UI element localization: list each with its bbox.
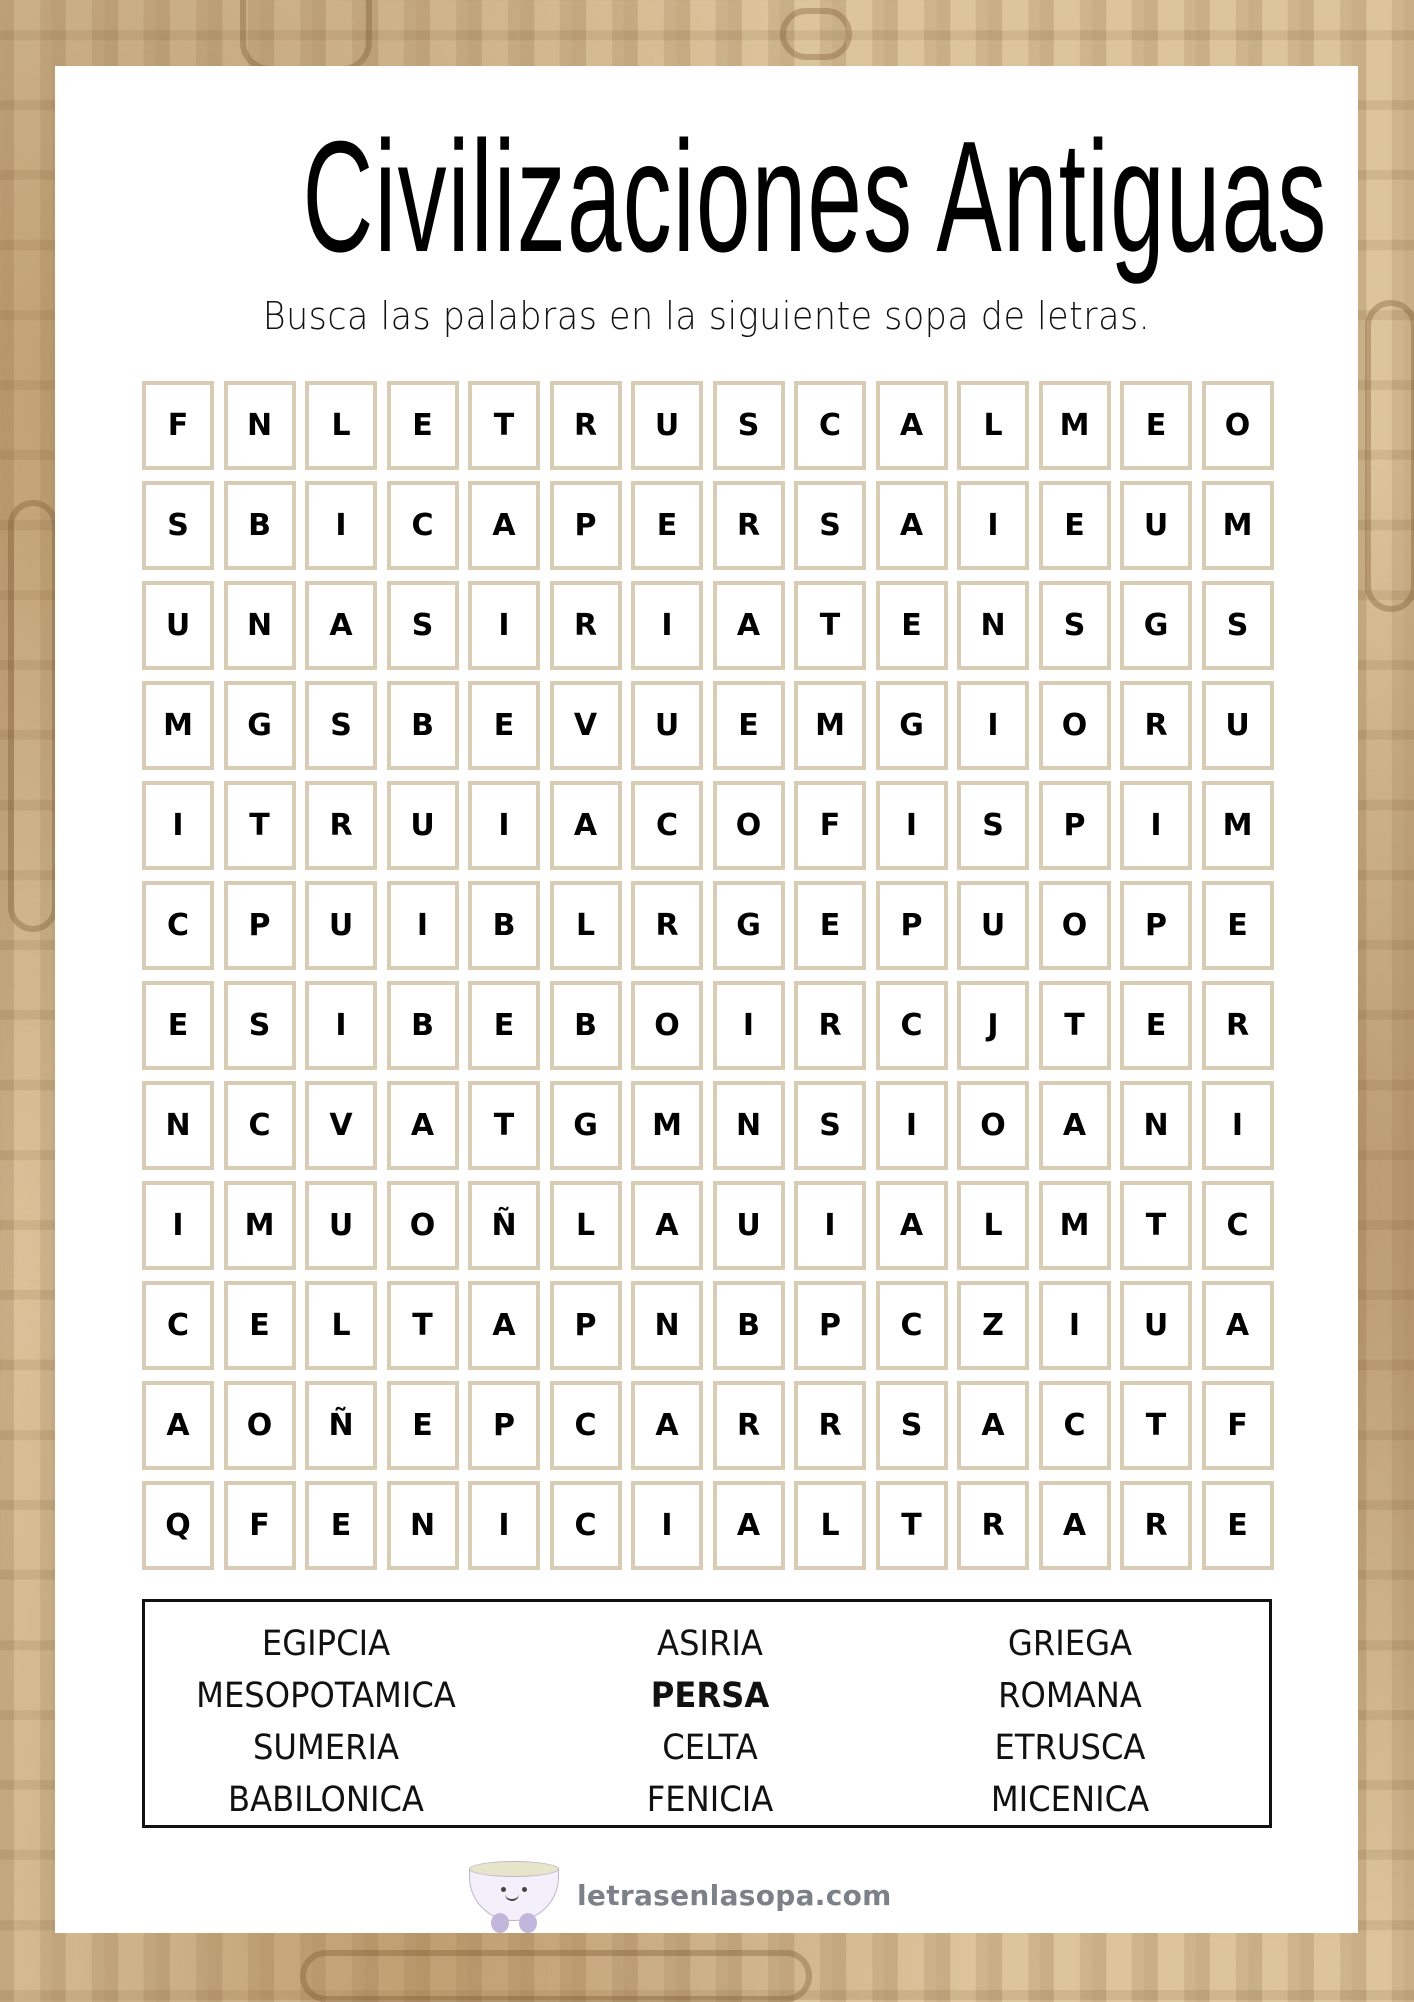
grid-cell[interactable]: C (794, 381, 866, 470)
grid-cell[interactable]: T (794, 581, 866, 670)
grid-cell[interactable]: A (876, 1181, 948, 1270)
grid-cell[interactable]: A (957, 1381, 1029, 1470)
grid-cell[interactable]: I (305, 981, 377, 1070)
grid-cell[interactable]: U (387, 781, 459, 870)
grid-cell[interactable]: R (1120, 1481, 1192, 1570)
grid-cell[interactable]: F (1202, 1381, 1274, 1470)
grid-cell[interactable]: R (1120, 681, 1192, 770)
grid-cell[interactable]: N (224, 381, 296, 470)
grid-cell[interactable]: P (468, 1381, 540, 1470)
grid-cell[interactable]: V (305, 1081, 377, 1170)
grid-cell[interactable]: E (468, 981, 540, 1070)
grid-cell[interactable]: O (224, 1381, 296, 1470)
grid-cell[interactable]: S (305, 681, 377, 770)
grid-cell[interactable]: R (713, 481, 785, 570)
grid-cell[interactable]: V (550, 681, 622, 770)
grid-cell[interactable]: I (142, 1181, 214, 1270)
grid-cell[interactable]: C (876, 1281, 948, 1370)
grid-cell[interactable]: P (1120, 881, 1192, 970)
grid-cell[interactable]: U (1202, 681, 1274, 770)
grid-cell[interactable]: G (550, 1081, 622, 1170)
grid-cell[interactable]: A (876, 381, 948, 470)
word-list-column (535, 1618, 885, 1826)
grid-cell[interactable]: E (387, 381, 459, 470)
grid-cell[interactable]: C (224, 1081, 296, 1170)
grid-cell[interactable]: S (387, 581, 459, 670)
grid-cell[interactable]: I (468, 1481, 540, 1570)
word-item: GRIEGA (1007, 1624, 1133, 1664)
grid-cell[interactable]: O (387, 1181, 459, 1270)
grid-cell[interactable]: P (876, 881, 948, 970)
grid-cell[interactable]: E (387, 1381, 459, 1470)
grid-cell[interactable]: G (224, 681, 296, 770)
grid-cell[interactable]: I (142, 781, 214, 870)
instructions-text: Busca las palabras en la siguiente sopa de letras. (262, 294, 1151, 338)
grid-cell[interactable]: G (713, 881, 785, 970)
word-item: ROMANA (998, 1676, 1142, 1716)
grid-cell[interactable]: B (387, 681, 459, 770)
word-list-column (885, 1618, 1255, 1826)
grid-cell[interactable]: I (631, 581, 703, 670)
grid-cell[interactable]: M (1039, 381, 1111, 470)
smiling-soup-bowl-icon (465, 1857, 561, 1933)
background-hieroglyph-decoration (240, 0, 372, 72)
grid-cell[interactable]: R (794, 1381, 866, 1470)
grid-cell[interactable]: E (1202, 881, 1274, 970)
grid-cell[interactable]: E (305, 1481, 377, 1570)
grid-cell[interactable]: I (957, 481, 1029, 570)
word-item: MESOPOTAMICA (196, 1676, 456, 1716)
grid-cell[interactable]: E (468, 681, 540, 770)
word-list-box (142, 1599, 1272, 1828)
grid-cell[interactable]: U (713, 1181, 785, 1270)
grid-cell[interactable]: O (957, 1081, 1029, 1170)
grid-cell[interactable]: A (305, 581, 377, 670)
grid-cell[interactable]: B (468, 881, 540, 970)
grid-cell[interactable]: O (1202, 381, 1274, 470)
grid-cell[interactable]: U (631, 681, 703, 770)
site-url-link[interactable]: letrasenlasopa.com (577, 1878, 892, 1912)
grid-cell[interactable]: S (142, 481, 214, 570)
grid-cell[interactable]: A (550, 781, 622, 870)
grid-cell[interactable]: S (876, 1381, 948, 1470)
grid-cell[interactable]: C (1039, 1381, 1111, 1470)
word-item: FENICIA (646, 1780, 774, 1820)
grid-cell[interactable]: C (876, 981, 948, 1070)
grid-cell[interactable]: Q (142, 1481, 214, 1570)
grid-cell[interactable]: N (713, 1081, 785, 1170)
grid-cell[interactable]: A (142, 1381, 214, 1470)
word-item: ETRUSCA (994, 1728, 1146, 1768)
background-hieroglyph-decoration (8, 500, 58, 932)
worksheet-panel (55, 66, 1358, 1933)
word-list-column (137, 1618, 515, 1826)
grid-cell[interactable]: F (142, 381, 214, 470)
word-item-highlighted: PERSA (650, 1676, 770, 1716)
grid-cell[interactable]: R (550, 581, 622, 670)
grid-cell[interactable]: T (387, 1281, 459, 1370)
background-hieroglyph-decoration (780, 8, 852, 60)
grid-cell[interactable]: N (224, 581, 296, 670)
grid-cell[interactable]: Ñ (305, 1381, 377, 1470)
grid-cell[interactable]: B (713, 1281, 785, 1370)
grid-cell[interactable]: A (387, 1081, 459, 1170)
grid-cell[interactable]: C (142, 881, 214, 970)
grid-cell[interactable]: C (631, 781, 703, 870)
grid-cell[interactable]: M (1039, 1181, 1111, 1270)
grid-cell[interactable]: B (387, 981, 459, 1070)
grid-cell[interactable]: I (387, 881, 459, 970)
grid-cell[interactable]: C (142, 1281, 214, 1370)
grid-cell[interactable]: U (1120, 481, 1192, 570)
grid-cell[interactable]: T (468, 1081, 540, 1170)
site-footer (465, 1855, 892, 1935)
grid-cell[interactable]: M (1202, 481, 1274, 570)
grid-cell[interactable]: T (1120, 1181, 1192, 1270)
grid-cell[interactable]: R (631, 881, 703, 970)
grid-cell[interactable]: L (305, 381, 377, 470)
grid-cell[interactable]: S (713, 381, 785, 470)
grid-cell[interactable]: L (550, 1181, 622, 1270)
grid-cell[interactable]: E (876, 581, 948, 670)
grid-cell[interactable]: A (1202, 1281, 1274, 1370)
grid-cell[interactable]: I (1120, 781, 1192, 870)
word-item: CELTA (662, 1728, 758, 1768)
background-hieroglyph-decoration (300, 1950, 812, 2002)
grid-cell[interactable]: A (1039, 1481, 1111, 1570)
grid-cell[interactable]: E (142, 981, 214, 1070)
grid-cell[interactable]: B (224, 481, 296, 570)
grid-cell[interactable]: M (224, 1181, 296, 1270)
word-item: SUMERIA (252, 1728, 400, 1768)
grid-cell[interactable]: G (876, 681, 948, 770)
grid-cell[interactable]: F (224, 1481, 296, 1570)
grid-cell[interactable]: A (1039, 1081, 1111, 1170)
grid-cell[interactable]: C (550, 1381, 622, 1470)
letter-grid (142, 381, 1274, 1570)
grid-cell[interactable]: U (142, 581, 214, 670)
page-title: Civilizaciones Antiguas (302, 109, 1328, 285)
grid-cell[interactable]: P (550, 1281, 622, 1370)
grid-cell[interactable]: E (224, 1281, 296, 1370)
grid-cell[interactable]: U (1120, 1281, 1192, 1370)
grid-cell[interactable]: I (1202, 1081, 1274, 1170)
grid-cell[interactable]: I (305, 481, 377, 570)
grid-cell[interactable]: E (1120, 381, 1192, 470)
grid-cell[interactable]: L (550, 881, 622, 970)
grid-cell[interactable]: I (468, 581, 540, 670)
grid-cell[interactable]: I (794, 1181, 866, 1270)
grid-cell[interactable]: L (957, 381, 1029, 470)
grid-cell[interactable]: C (550, 1481, 622, 1570)
grid-cell[interactable]: A (713, 581, 785, 670)
grid-cell[interactable]: Ñ (468, 1181, 540, 1270)
grid-cell[interactable]: T (468, 381, 540, 470)
grid-cell[interactable]: F (794, 781, 866, 870)
grid-cell[interactable]: U (631, 381, 703, 470)
grid-cell[interactable]: O (1039, 881, 1111, 970)
grid-cell[interactable]: T (1039, 981, 1111, 1070)
grid-cell[interactable]: N (1120, 1081, 1192, 1170)
grid-cell[interactable]: R (550, 381, 622, 470)
grid-cell[interactable]: Z (957, 1281, 1029, 1370)
grid-cell[interactable]: A (468, 481, 540, 570)
background-hieroglyph-decoration (1365, 300, 1414, 612)
word-item: ASIRIA (657, 1624, 763, 1664)
grid-cell[interactable]: E (713, 681, 785, 770)
grid-cell[interactable]: A (713, 1481, 785, 1570)
grid-cell[interactable]: P (550, 481, 622, 570)
grid-cell[interactable]: I (631, 1481, 703, 1570)
grid-cell[interactable]: N (957, 581, 1029, 670)
grid-cell[interactable]: M (1202, 781, 1274, 870)
word-item: MICENICA (990, 1780, 1150, 1820)
grid-cell[interactable]: R (1202, 981, 1274, 1070)
grid-cell[interactable]: A (631, 1381, 703, 1470)
grid-cell[interactable]: C (1202, 1181, 1274, 1270)
grid-cell[interactable]: P (1039, 781, 1111, 870)
grid-cell[interactable]: S (224, 981, 296, 1070)
grid-cell[interactable]: E (1120, 981, 1192, 1070)
grid-cell[interactable]: S (1202, 581, 1274, 670)
grid-cell[interactable]: M (794, 681, 866, 770)
grid-cell[interactable]: L (305, 1281, 377, 1370)
grid-cell[interactable]: M (142, 681, 214, 770)
grid-cell[interactable]: I (1039, 1281, 1111, 1370)
grid-cell[interactable]: R (713, 1381, 785, 1470)
grid-cell[interactable]: P (224, 881, 296, 970)
grid-cell[interactable]: P (794, 1281, 866, 1370)
grid-cell[interactable]: G (1120, 581, 1192, 670)
grid-cell[interactable]: T (1120, 1381, 1192, 1470)
grid-cell[interactable]: S (1039, 581, 1111, 670)
grid-cell[interactable]: S (794, 1081, 866, 1170)
grid-cell[interactable]: O (1039, 681, 1111, 770)
grid-cell[interactable]: L (957, 1181, 1029, 1270)
grid-cell[interactable]: R (794, 981, 866, 1070)
grid-cell[interactable]: U (305, 1181, 377, 1270)
word-item: BABILONICA (228, 1780, 424, 1820)
grid-cell[interactable]: B (550, 981, 622, 1070)
grid-cell[interactable]: I (876, 781, 948, 870)
grid-cell[interactable]: J (957, 981, 1029, 1070)
grid-cell[interactable]: E (1202, 1481, 1274, 1570)
grid-cell[interactable]: T (876, 1481, 948, 1570)
grid-cell[interactable]: U (305, 881, 377, 970)
grid-cell[interactable]: A (468, 1281, 540, 1370)
grid-cell[interactable]: E (794, 881, 866, 970)
grid-cell[interactable]: N (142, 1081, 214, 1170)
grid-cell[interactable]: A (631, 1181, 703, 1270)
grid-cell[interactable]: N (631, 1281, 703, 1370)
grid-cell[interactable]: R (305, 781, 377, 870)
grid-cell[interactable]: U (957, 881, 1029, 970)
grid-cell[interactable]: O (631, 981, 703, 1070)
grid-cell[interactable]: T (224, 781, 296, 870)
word-item: EGIPCIA (261, 1624, 391, 1664)
grid-cell[interactable]: I (468, 781, 540, 870)
grid-cell[interactable]: C (387, 481, 459, 570)
grid-cell[interactable]: E (1039, 481, 1111, 570)
grid-cell[interactable]: I (713, 981, 785, 1070)
grid-cell[interactable]: S (794, 481, 866, 570)
grid-cell[interactable]: I (876, 1081, 948, 1170)
grid-cell[interactable]: M (631, 1081, 703, 1170)
grid-cell[interactable]: I (957, 681, 1029, 770)
grid-cell[interactable]: L (794, 1481, 866, 1570)
grid-cell[interactable]: A (876, 481, 948, 570)
grid-cell[interactable]: E (631, 481, 703, 570)
grid-cell[interactable]: N (387, 1481, 459, 1570)
grid-cell[interactable]: O (713, 781, 785, 870)
grid-cell[interactable]: S (957, 781, 1029, 870)
grid-cell[interactable]: R (957, 1481, 1029, 1570)
